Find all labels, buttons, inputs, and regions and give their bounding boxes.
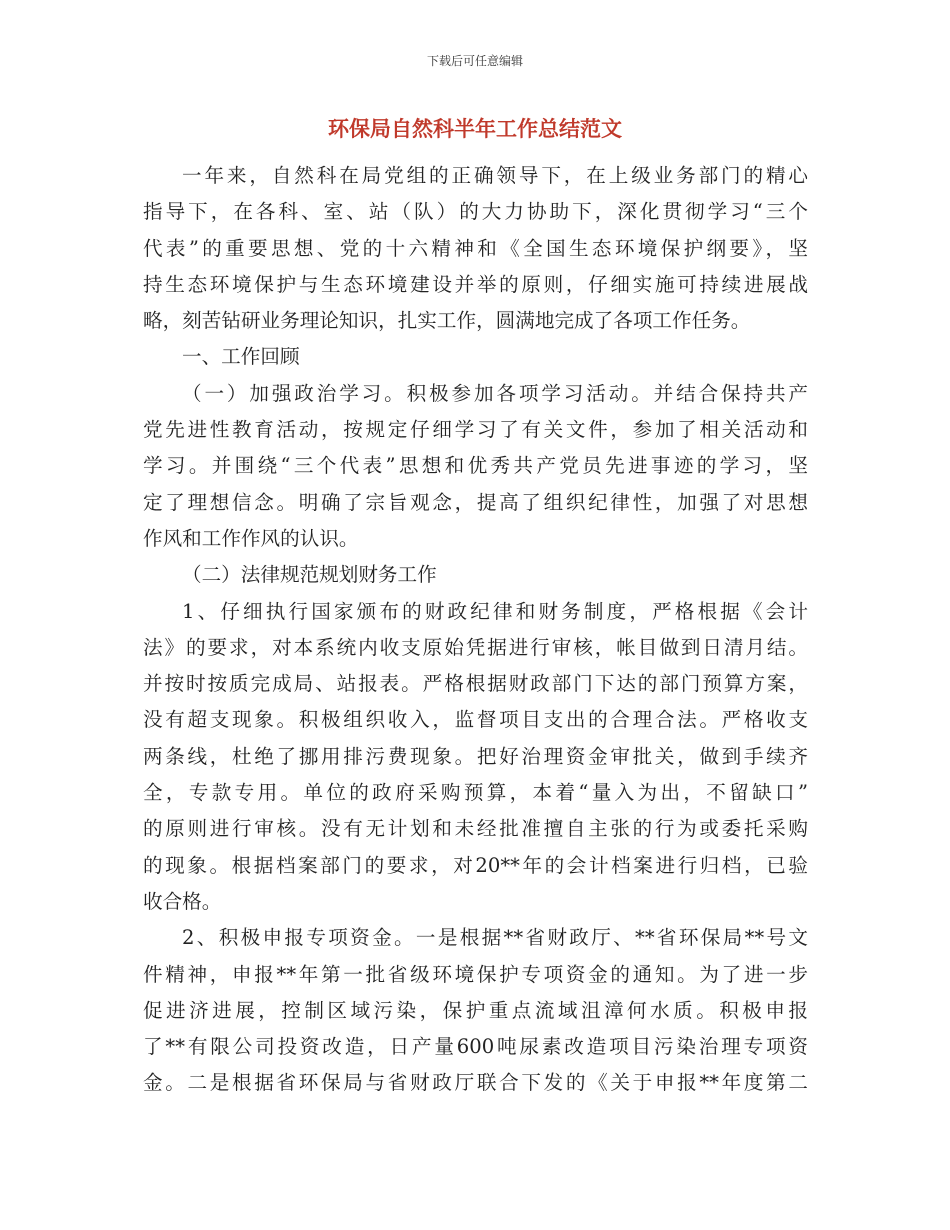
paragraph-line: 的现象。根据档案部门的要求，对20**年的会计档案进行归档，已验 xyxy=(143,853,808,877)
paragraph-line: 促进济进展，控制区域污染，保护重点流域沮漳何水质。积极申报 xyxy=(143,998,808,1022)
document-body xyxy=(143,158,808,1102)
paragraph-line: 法》的要求，对本系统内收支原始凭据进行审核，帐目做到日清月结。 xyxy=(143,635,808,659)
paragraph-line: 作风和工作作风的认识。 xyxy=(143,526,359,550)
document-title: 环保局自然科半年工作总结范文 xyxy=(328,117,622,141)
paragraph-line: 略，刻苦钻研业务理论知识，扎实工作，圆满地完成了各项工作任务。 xyxy=(143,309,751,333)
paragraph-line: 两条线，杜绝了挪用排污费现象。把好治理资金审批关，做到手续齐 xyxy=(143,744,808,768)
paragraph-line: 党先进性教育活动，按规定仔细学习了有关文件，参加了相关活动和 xyxy=(143,418,808,442)
paragraph-line: 持生态环境保护与生态环境建设并举的原则，仔细实施可持续进展战 xyxy=(143,272,808,296)
paragraph-line: （一）加强政治学习。积极参加各项学习活动。并结合保持共产 xyxy=(182,381,808,405)
paragraph-line: 学习。并围绕“三个代表”思想和优秀共产党员先进事迹的学习，坚 xyxy=(143,454,808,478)
paragraph-line: 金。二是根据省环保局与省财政厅联合下发的《关于申报**年度第二 xyxy=(143,1071,808,1095)
paragraph-line: 一年来，自然科在局党组的正确领导下，在上级业务部门的精心 xyxy=(182,164,808,187)
section-heading: （二）法律规范规划财务工作 xyxy=(182,563,437,587)
paragraph-line: 的原则进行审核。没有无计划和未经批准擅自主张的行为或委托采购 xyxy=(143,817,808,841)
paragraph-line: 1、仔细执行国家颁布的财政纪律和财务制度，严格根据《会计 xyxy=(182,599,808,623)
paragraph-line: 件精神，申报**年第一批省级环境保护专项资金的通知。为了进一步 xyxy=(143,962,808,986)
paragraph-line: 并按时按质完成局、站报表。严格根据财政部门下达的部门预算方案， xyxy=(143,672,808,696)
page-header: 下载后可任意编辑 xyxy=(426,54,523,68)
paragraph-line: 指导下，在各科、室、站（队）的大力协助下，深化贯彻学习“三个 xyxy=(143,200,808,224)
paragraph-line: 2、积极申报专项资金。一是根据**省财政厅、**省环保局**号文 xyxy=(182,926,808,950)
paragraph-line: 了**有限公司投资改造，日产量600吨尿素改造项目污染治理专项资 xyxy=(143,1035,808,1059)
paragraph-line: 没有超支现象。积极组织收入，监督项目支出的合理合法。严格收支 xyxy=(143,708,808,732)
paragraph-line: 定了理想信念。明确了宗旨观念，提高了组织纪律性，加强了对思想 xyxy=(143,490,808,514)
paragraph-line: 收合格。 xyxy=(143,889,222,913)
section-heading: 一、工作回顾 xyxy=(182,345,300,369)
paragraph-line: 代表”的重要思想、党的十六精神和《全国生态环境保护纲要》，坚 xyxy=(143,236,808,260)
paragraph-line: 全，专款专用。单位的政府采购预算，本着“量入为出，不留缺口” xyxy=(143,781,808,805)
